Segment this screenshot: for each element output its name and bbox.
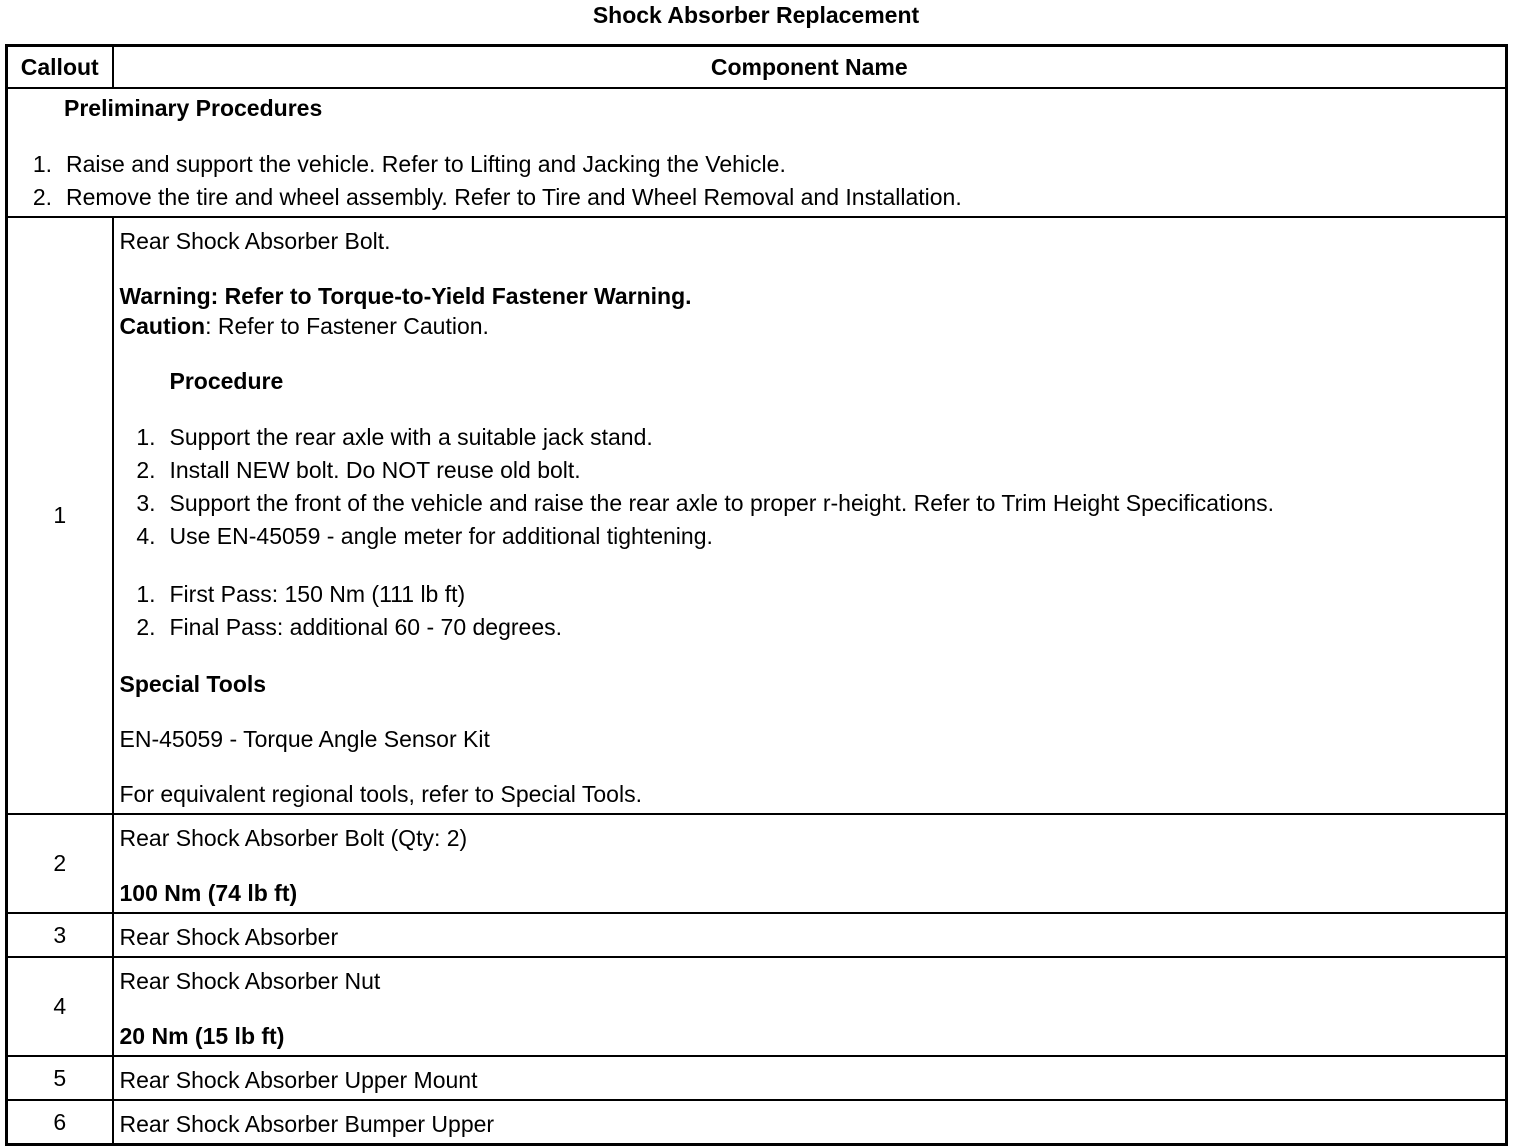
component-name: Rear Shock Absorber Nut <box>119 968 381 994</box>
list-item: 1. Support the rear axle with a suitable jack stand. <box>136 424 653 450</box>
warning-text: Warning: Refer to Torque-to-Yield Fastener Warning. <box>119 283 692 309</box>
table-row <box>7 1056 1507 1100</box>
component-name: Rear Shock Absorber Upper Mount <box>119 1067 478 1093</box>
component-cell <box>113 217 1507 814</box>
list-item: 1. First Pass: 150 Nm (111 lb ft) <box>136 581 466 607</box>
list-item: 2. Remove the tire and wheel assembly. Refer to Tire and Wheel Removal and Installation. <box>32 184 962 210</box>
caution-text: Caution: Refer to Fastener Caution. <box>119 313 489 339</box>
table-header-row <box>7 46 1507 89</box>
preliminary-heading: Preliminary Procedures <box>64 95 323 121</box>
list-item: 4. Use EN-45059 - angle meter for additional tightening. <box>136 523 713 549</box>
table-row <box>7 913 1507 957</box>
component-name-column-header: Component Name <box>113 46 1507 89</box>
table-row <box>7 217 1507 814</box>
component-cell <box>113 814 1507 913</box>
list-item: 1. Raise and support the vehicle. Refer to Lifting and Jacking the Vehicle. <box>32 151 786 177</box>
preliminary-row <box>7 88 1507 217</box>
component-name: Rear Shock Absorber <box>119 924 339 950</box>
table-row <box>7 1100 1507 1145</box>
table-row <box>7 957 1507 1056</box>
procedure-steps <box>120 421 1500 553</box>
component-cell <box>113 913 1507 957</box>
document-title: Shock Absorber Replacement <box>592 2 920 28</box>
table-row <box>7 814 1507 913</box>
regional-tools-note: For equivalent regional tools, refer to Special Tools. <box>119 781 642 807</box>
component-cell <box>113 1056 1507 1100</box>
callout-cell: 4 <box>7 957 113 1056</box>
callout-cell: 2 <box>7 814 113 913</box>
component-table <box>5 44 1508 1146</box>
callout-column-header: Callout <box>7 46 113 89</box>
list-item: 2. Install NEW bolt. Do NOT reuse old bolt. <box>136 457 581 483</box>
torque-spec: 100 Nm (74 lb ft) <box>119 880 298 906</box>
list-item: 2. Final Pass: additional 60 - 70 degrees. <box>136 614 563 640</box>
callout-cell: 1 <box>7 217 113 814</box>
component-cell <box>113 957 1507 1056</box>
tightening-pass-steps <box>120 578 1500 644</box>
special-tools-heading: Special Tools <box>119 671 267 697</box>
component-name: Rear Shock Absorber Bolt (Qty: 2) <box>119 825 468 851</box>
callout-cell: 3 <box>7 913 113 957</box>
preliminary-steps <box>30 148 1499 214</box>
procedure-heading: Procedure <box>169 368 284 394</box>
component-cell <box>113 1100 1507 1145</box>
callout-cell: 6 <box>7 1100 113 1145</box>
list-item: 3. Support the front of the vehicle and raise the rear axle to proper r-height. Refer to Trim Height Specifications. <box>136 490 1275 516</box>
callout-cell: 5 <box>7 1056 113 1100</box>
component-name: Rear Shock Absorber Bolt. <box>119 228 391 254</box>
preliminary-cell <box>7 88 1507 217</box>
special-tool-text: EN-45059 - Torque Angle Sensor Kit <box>119 726 490 752</box>
component-name: Rear Shock Absorber Bumper Upper <box>119 1111 495 1137</box>
torque-spec: 20 Nm (15 lb ft) <box>119 1023 285 1049</box>
